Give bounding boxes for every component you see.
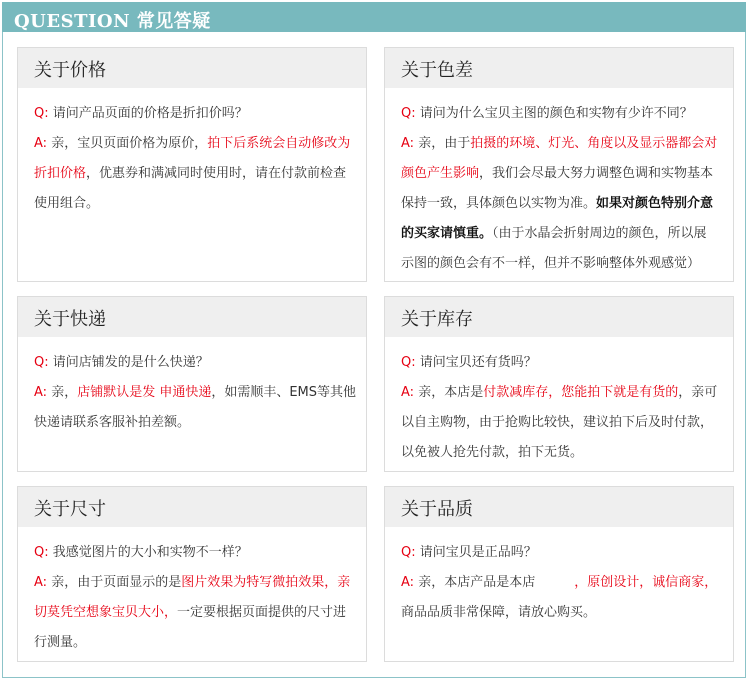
text-segment: 我感觉图片的大小和实物不一样？ [52,545,248,560]
faq-line [34,571,350,590]
faq-line [401,411,713,430]
text-segment: 拍摄的环境、灯光、角度以及显示器都会对 [470,136,718,151]
text-segment: ，原创设计，诚信商家， [574,575,718,590]
text-segment: Q: [34,355,53,370]
text-segment: Q: [401,106,420,121]
text-segment: 店铺默认是发 申通快递 [77,385,212,400]
faq-line [401,571,717,590]
text-segment: 行测量。 [34,635,87,650]
text-segment: Q: [34,106,53,121]
text-segment: 以自主购物，由于抢购比较快，建议拍下后及时付款， [401,415,714,430]
text-segment: 图片效果为特写微拍效果，亲 [181,575,351,590]
faq-card-stock [384,296,734,472]
text-segment: 如果对颜色特别介意 [596,196,714,211]
card-title: 关于色差 [401,60,473,81]
text-segment: 使用组合。 [34,196,100,211]
text-segment: 请问为什么宝贝主图的颜色和实物有少许不同？ [419,106,693,121]
text-segment: Q: [34,545,53,560]
text-segment: 亲，本店产品是本店 [418,575,575,590]
text-segment: 折扣价格 [34,166,87,181]
text-segment: 示图的颜色会有不一样，但并不影响整体外观感觉） [401,256,701,271]
text-segment: 的买家请慎重。 [401,226,493,241]
faq-line [34,192,99,211]
card-title: 关于快递 [34,309,106,330]
faq-line [34,631,86,650]
faq-card-shipping [17,296,367,472]
card-header [18,487,366,527]
text-segment: 快递请联系客服补拍差额。 [34,415,191,430]
text-segment: （由于水晶会折射周边的颜色，所以展 [492,226,707,241]
faq-card-price [17,47,367,282]
card-header [18,297,366,337]
faq-line [34,381,356,400]
faq-line [401,541,537,560]
faq-card-size [17,486,367,662]
faq-line [34,541,248,560]
text-segment: 保持一致，具体颜色以实物为准。 [401,196,597,211]
text-segment: ，亲可 [678,385,718,400]
text-segment: 付款减库存，您能拍下就是有货的 [483,385,679,400]
text-segment: A: [401,385,419,400]
text-segment: 商品品质非常保障，请放心购买。 [401,605,597,620]
faq-card-quality [384,486,734,662]
text-segment: A: [401,575,419,590]
text-segment: A: [401,136,419,151]
text-segment: 亲，由于 [418,136,471,151]
text-segment: 亲，宝贝页面价格为原价， [51,136,208,151]
faq-line [34,102,248,121]
text-segment: 拍下后系统会自动修改为 [207,136,351,151]
faq-line [401,381,717,400]
faq-line [401,601,596,620]
card-header [385,487,733,527]
faq-line [401,252,700,271]
faq-line [34,601,346,620]
text-segment: 一定要根据页面提供的尺寸进 [177,605,347,620]
text-segment: 以免被人抢先付款，拍下无货。 [401,445,584,460]
text-segment: 亲，本店是 [418,385,484,400]
text-segment: 颜色产生影响 [401,166,480,181]
text-segment: A: [34,136,52,151]
faq-line [401,102,693,121]
text-segment: 亲，由于页面显示的是 [51,575,182,590]
text-segment: Q: [401,545,420,560]
faq-line [401,132,717,151]
card-header [385,297,733,337]
faq-line [401,351,537,370]
card-header [18,48,366,88]
text-segment: 请问产品页面的价格是折扣价吗？ [52,106,248,121]
faq-line [34,132,350,151]
faq-line [401,192,713,211]
faq-line [34,351,209,370]
faq-line [34,162,346,181]
card-title: 关于尺寸 [34,499,106,520]
text-segment: Q: [401,355,420,370]
text-segment: 请问宝贝还有货吗？ [419,355,537,370]
text-segment: 请问店铺发的是什么快递？ [52,355,209,370]
text-segment: 亲， [51,385,78,400]
card-title: 关于品质 [401,499,473,520]
text-segment: 切莫凭空想象宝贝大小， [34,605,178,620]
text-segment: A: [34,385,52,400]
text-segment: ，优惠券和满减同时使用时，请在付款前检查 [86,166,347,181]
faq-line [401,222,707,241]
text-segment: ，我们会尽最大努力调整色调和实物基本 [479,166,714,181]
page-title: QUESTION 常见答疑 [14,11,211,32]
text-segment: A: [34,575,52,590]
text-segment: ，如需顺丰、EMS等其他 [211,385,357,400]
faq-line [401,441,583,460]
card-title: 关于库存 [401,309,473,330]
faq-line [401,162,713,181]
header-bar [2,2,746,32]
faq-card-color [384,47,734,282]
card-title: 关于价格 [34,60,106,81]
faq-line [34,411,190,430]
text-segment: 请问宝贝是正品吗？ [419,545,537,560]
card-header [385,48,733,88]
